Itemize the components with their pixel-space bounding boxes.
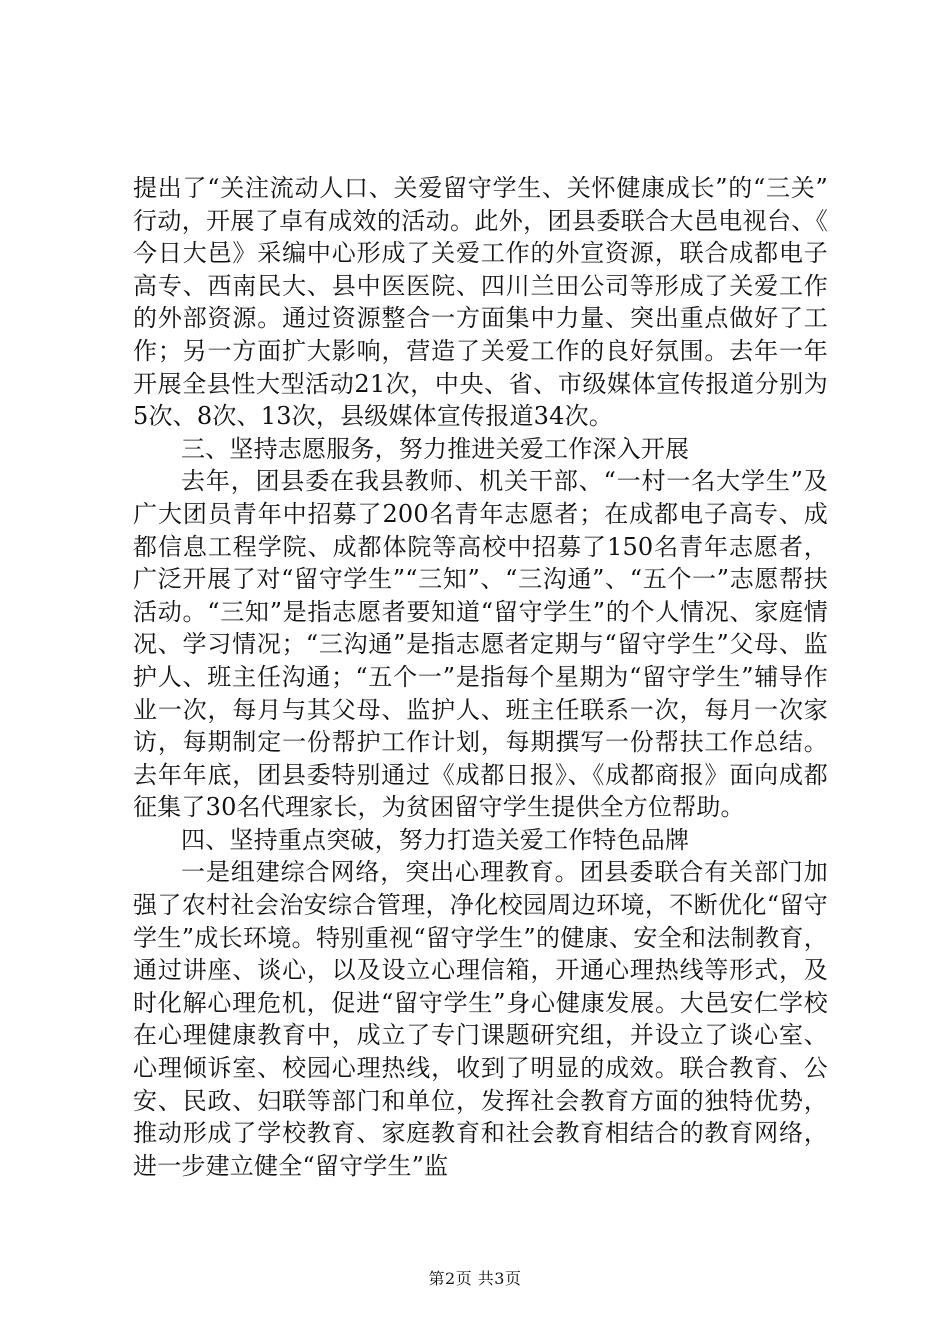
section-heading-3: 三、坚持志愿服务，努力推进关爱工作深入开展	[181, 434, 690, 463]
paragraph-continued: 提出了“关注流动人口、关爱留守学生、关怀健康成长”的“三关”行动，开展了卓有成效的活动。此外，团县委联合大邑电视台、《今日大邑》采编中心形成了关爱工作的外宣资源，联合成都电子高专、西南民大、县中医医院、四川兰田公司等形成了关爱工作的外部资源。通过资源整合一方面集中力量、突出重点做好了工作；另一方面扩大影响，营造了关爱工作的良好氛围。去年一年开展全县性大型活动21次，中央、省、市级媒体宣传报道分别为5次、8次、13次，县级媒体宣传报道34次。	[133, 174, 828, 431]
document-body	[133, 172, 828, 1182]
page-number-footer: 第2页 共3页	[428, 1269, 522, 1288]
section-heading-4: 四、坚持重点突破，努力打造关爱工作特色品牌	[181, 825, 690, 854]
paragraph-key-breakthrough: 一是组建综合网络，突出心理教育。团县委联合有关部门加强了农村社会治安综合管理，净化校园周边环境，不断优化“留守学生”成长环境。特别重视“留守学生”的健康、安全和法制教育，通过讲座、谈心，以及设立心理信箱，开通心理热线等形式，及时化解心理危机，促进“留守学生”身心健康发展。大邑安仁学校在心理健康教育中，成立了专门课题研究组，并设立了谈心室、心理倾诉室、校园心理热线，收到了明显的成效。联合教育、公安、民政、妇联等部门和单位，发挥社会教育方面的独特优势，推动形成了学校教育、家庭教育和社会教育相结合的教育网络，进一步建立健全“留守学生”监	[133, 858, 828, 1180]
paragraph-volunteer-service: 去年，团县委在我县教师、机关干部、“一村一名大学生”及广大团员青年中招募了200名青年志愿者；在成都电子高专、成都信息工程学院、成都体院等高校中招募了150名青年志愿者，广泛开展了对“留守学生”“三知”、“三沟通”、“五个一”志愿帮扶活动。“三知”是指志愿者要知道“留守学生”的个人情况、家庭情况、学习情况；“三沟通”是指志愿者定期与“留守学生”父母、监护人、班主任沟通；“五个一”是指每个星期为“留守学生”辅导作业一次，每月与其父母、监护人、班主任联系一次，每月一次家访，每期制定一份帮护工作计划，每期撰写一份帮扶工作总结。去年年底，团县委特别通过《成都日报》、《成都商报》面向成都征集了30名代理家长，为贫困留守学生提供全方位帮助。	[133, 467, 828, 822]
